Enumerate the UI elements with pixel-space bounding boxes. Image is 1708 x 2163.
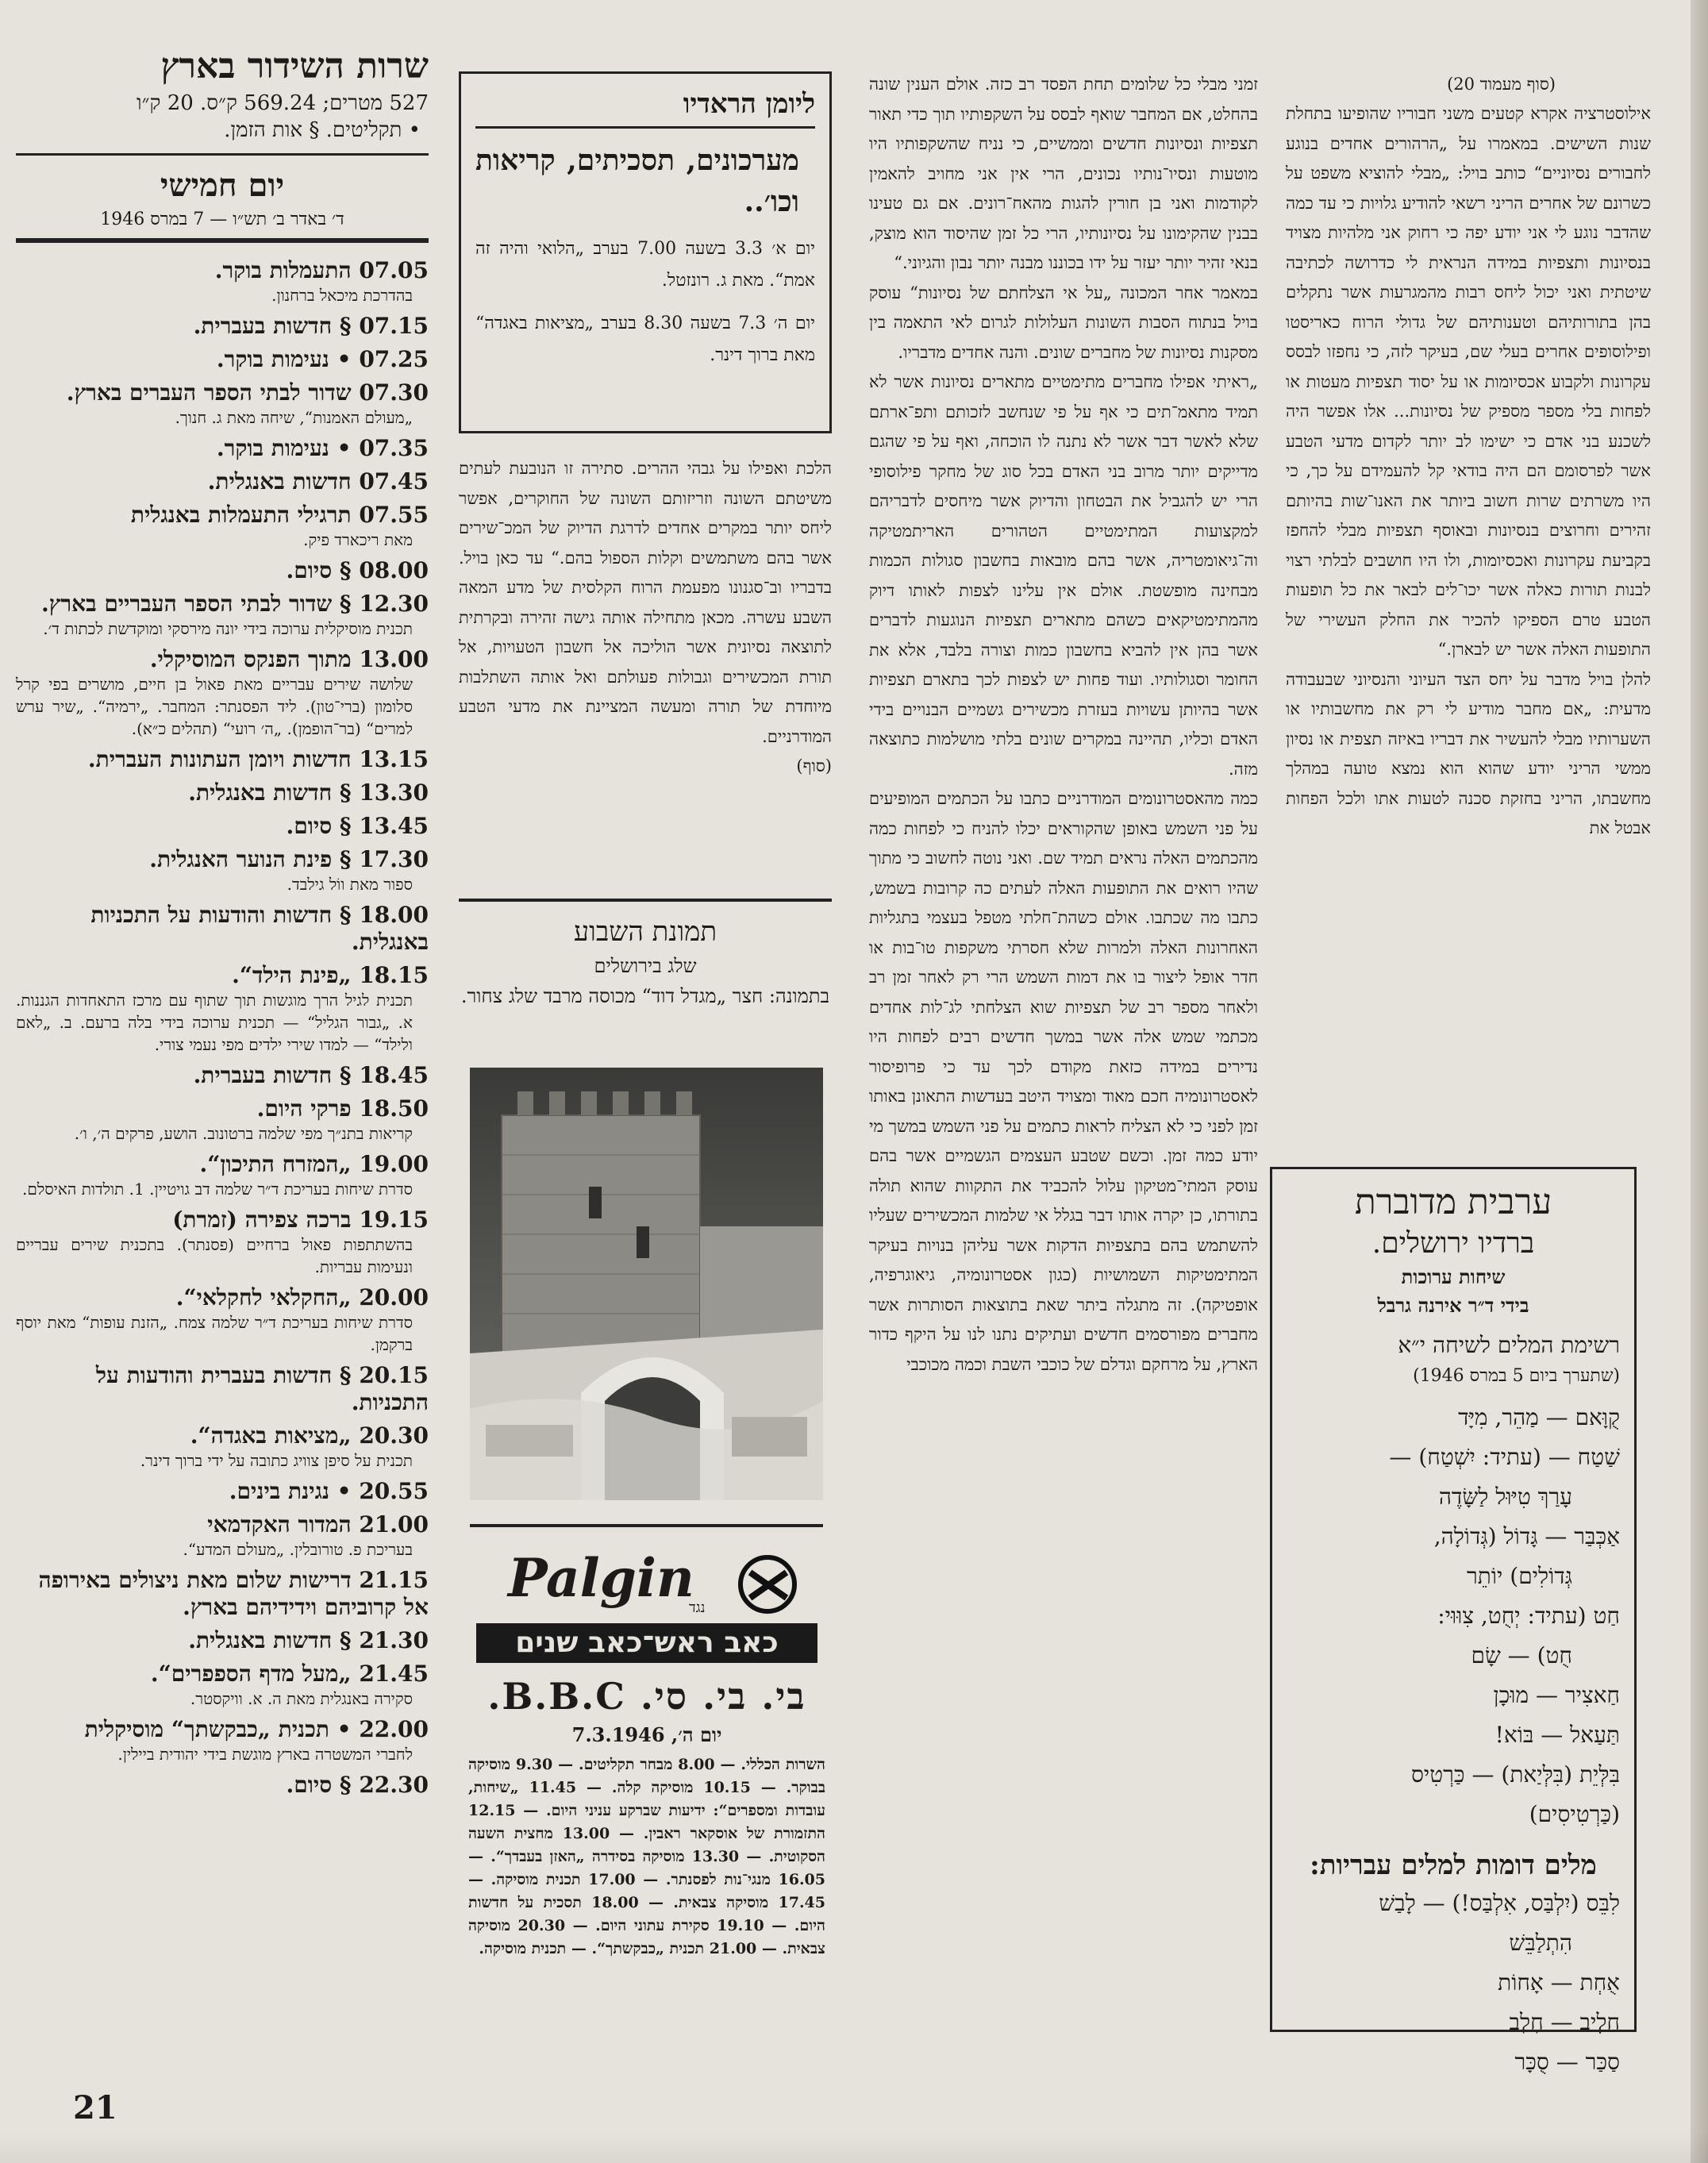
radio-diary-entry: יום א׳ 3.3 בשעה 7.00 בערב „הלואי והיה זה אמת“. מאת ג. רונזטל. — [475, 239, 815, 291]
schedule-item: 07.35 • נעימות בוקר. — [216, 435, 429, 461]
arabic-title: ערבית מדוברת — [1354, 1182, 1552, 1222]
article-paragraph: במאמר אחר המכונה „על אי הצלחתם של נסיונות“ עוסק בויל בנתוח הסבות השונות העלולות לגרום לאי התאמה בין מסקנות נסיונות של מחברים שונים. והנה אחדים מדבריו. — [869, 283, 1258, 362]
schedule-item: 21.15 דרישות שלום מאת ניצולים באירופה אל קרוביהם וידידיהם בארץ. — [38, 1567, 429, 1620]
vocabulary-word: קֻוָּאם — מַהֵר, מִיָּד — [1458, 1404, 1620, 1430]
photo-subtitle: שלג בירושלים — [594, 955, 697, 977]
schedule-item: 07.30 שדור לבתי הספר העברים בארץ. — [66, 379, 429, 406]
article-paragraph: „ראיתי אפילו מחברים מתימטיים מתארים נסיונות אשר לא תמיד מתאמ־תים כי אף על פי שנחשב לזכותם ותפ־ארתם שלא לאשר דבר אשר לא נתנה לו הוכחה, ואף על פי שהגם מדייקים יותר מרוב בני האדם בכל סוג של מחקר פילוסופי הרי יש להגביל את הבטחון והדיוק אשר מיחסים לדבריהם למקצועות המתימטיים הטהורים האריתמטיקה וה־גיאומטריה, אשר בהם מובאות בחשבון סגולות הכמות מבחינה מופשטת. אולם אין עלינו לצפות לאותו דיוק מהמתימטיקאים כשהם מתארים תצפיות הנוגעות לדברים אשר בהן אין להביא בחשבון כמות וצורה בלבד, אלא את החומר וסגולותיו. ועוד פחות יש לצפות לכך בתארם תצפיות אשר בהיותן עשויות בעזרת מכשירים גשמיים הבנויים בידי האדם וכליו, תהיינה במקרים שונים בלתי מושלמות כתוצאה מזה. — [869, 372, 1258, 779]
schedule-item: 18.15 „פינת הילד“. — [232, 962, 429, 988]
similar-word: חַלִיב — חָלָב — [1509, 2009, 1620, 2035]
schedule-legend: • תקליטים. § אות הזמן. — [224, 118, 421, 142]
article-column-2 — [869, 70, 1258, 2102]
schedule-item-detail: ספור מאת ווֹל גילבד. — [287, 875, 413, 894]
schedule-item-detail: קריאות בתנ״ך מפי שלמה ברטונוב. הושע, פרקים ה׳, ו׳. — [74, 1124, 413, 1143]
schedule-item: 13.45 § סיום. — [286, 813, 429, 839]
schedule-item: 20.00 „החקלאי לחקלאי“. — [175, 1284, 429, 1311]
radio-diary-subtitle: מערכונים, תסכיתים, קריאות וכו׳.. — [475, 144, 799, 218]
schedule-item-detail: סדרת שיחות בעריכת ד״ר שלמה צמח. „הזנת עופות“ מאת יוסף ברקמן. — [16, 1313, 413, 1354]
schedule-item: 07.45 חדשות באנגלית. — [207, 468, 429, 495]
bbc-schedule — [468, 1671, 825, 2115]
article-paragraph: כמה מהאסטרונומים המודרניים כתבו על הכתמים המופיעים על פני השמש באופן שהקוראים יכלו להניח כי לפחות כמה מהכתמים האלה נראים תמיד שם. ואני נוטה לחשוב כי מתוך שהיו רואים את התופעות האלה לעתים כה קרובות בשמש, כתבו מה שכתבו. אולם כשהת־חלתי מטפל בעצמי בתגליות האחרונות האלה ולמרות שלא חסרתי משקפות טו־בות או חדר אופל ליצור בו את דמות השמש הרי רק לאחר זמן רב ולאחר מספר רב של תצפיות שוא הצלחתי לג־לות אחדים מכתמי שמש אלה אשר במשך חדשים רבים לפחות היו נדירים במידה כזאת מקודם לכך עד כי פרופיסור לאסטרונומיה חכם מאוד ומצויד היטב בעדשות התאונן באותו זמן לפני כי לא הצליח לראות כתמים על פני השמש במשך מי יודע כמה זמן. וכשם שטבע העצמים הגשמיים אשר בהם עוסק המתי־מטיקון עלול להכביד את התקוות שהוא תולה בתורתו, כן יקרה אותו דבר בגלל אי שלמות המכשירים שעליו להשתמש בהם בתצפיות הדקות אשר עליהן בנויות בעיקר המתימטיקות השמושיות (כגון אסטרונומיה, גיאוגרפיה, אופטיקה). זה מתגלה ביתר שאת בתוצאות הסותרות אשר מחברים מפורסמים חדשים ועתיקים נתנו לנו על היקף כדור הארץ, על מרחקם וגדלם של כוכבי השבת וכמה מכוכבי — [869, 789, 1258, 1374]
schedule-item: 07.15 § חדשות בעברית. — [193, 313, 429, 339]
photo-title: תמונת השבוע — [573, 916, 717, 948]
radio-diary-header: ליומן הראדיו — [475, 88, 815, 129]
divider — [459, 899, 832, 902]
schedule-item: 07.55 תרגילי התעמלות באנגלית — [130, 502, 429, 528]
word-list-note: (שתערך ביום 5 במרס 1946) — [1413, 1366, 1620, 1386]
schedule-date: ד׳ באדר ב׳ תש״ו — 7 במרס 1946 — [100, 210, 344, 229]
page-binding-shadow — [1691, 0, 1708, 2163]
schedule-item: 07.25 • נעימות בוקר. — [216, 346, 429, 372]
schedule-item-detail: תכנית לגיל הרך מוגשות תוך שתוף עם מרכז התאחדות הגננות. א. „גבור הגליל“ — תכנית ערוכה בידי בלה ברעם. ב. „לאם ולילד“ — למדו שירי ילדים מפי נעמי צורי. — [16, 991, 413, 1054]
schedule-frequency: 527 מטרים; 569.24 ק״ס. 20 ק״ו — [136, 91, 429, 115]
schedule-item: 20.55 • נגינת בינים. — [229, 1478, 429, 1504]
divider — [16, 238, 429, 243]
similar-word: סַכַּר — סֻכָּר — [1514, 2049, 1620, 2075]
article-column-1 — [1286, 70, 1651, 1165]
bbc-body: השרות הכללי. — 8.00 מבחר תקליטים. — 9.30 מוסיקה בבוקר. — 10.15 מוסיקה קלה. — 11.45 „שיחות, עובדות ומספרים“: ידיעות שברקע עניני היום. — 12.15 התזמורת של אוסקאר ראבין. — 13.00 מחצית השעה הסקוטית. — 13.30 מוסיקה בסידרה „האזן בעבדך“. — 16.05 מנגי־נות לפסנתר. — 17.00 תכנית מוסיקה. — 17.45 מוסיקה צבאית. — 18.00 תסכית על חדשות היום. — 19.10 סקירת עתוני היום. — 20.30 מוסיקה צבאית. — 21.00 תכנית „כבקשתך“. — תכנית מוסיקה. — [468, 1756, 825, 1957]
vocabulary-word: גְּדוֹלִים) יוֹתֵר — [1467, 1563, 1572, 1589]
vocabulary-word: שַׁטַח — (עתיד: יִשְׁטַח) — — [1389, 1444, 1620, 1470]
schedule-item: 19.15 ברכה צפירה (זמרת) — [172, 1207, 429, 1233]
divider — [16, 153, 429, 156]
schedule-item: 12.30 § שדור לבתי הספר העבריים בארץ. — [41, 591, 429, 617]
article-end-mark: (סוף) — [796, 756, 832, 776]
schedule-item: 20.30 „מציאות באגדה“. — [190, 1422, 429, 1449]
similar-word: אֻחְת — אָחוֹת — [1498, 1969, 1620, 1996]
arabic-author: בידי ד״ר אירנה גרבל — [1377, 1294, 1529, 1317]
page-bottom-shade — [0, 2131, 1708, 2163]
vocabulary-word: חֻט) — שָׂם — [1471, 1642, 1572, 1668]
arabic-subtitle: ברדיו ירושלים. — [1371, 1227, 1535, 1260]
vocabulary-word: חַאצִיר — מוּכָן — [1493, 1682, 1620, 1708]
vocabulary-word: (כַּרְטִיסִים) — [1529, 1801, 1620, 1827]
palgin-brand: Palgin — [508, 1547, 694, 1609]
schedule-item: 21.45 „מעל מדף הספפרים“. — [150, 1661, 429, 1687]
article-column-3 — [459, 454, 832, 883]
schedule-item: 13.15 חדשות ויומן העתונות העברית. — [87, 746, 429, 772]
photo-of-week-caption — [459, 913, 832, 1011]
radio-diary-entry: יום ה׳ 7.3 בשעה 8.30 בערב „מציאות באגדה“ מאת ברוך דינר. — [475, 314, 815, 365]
palgin-advertisement — [476, 1544, 817, 1675]
schedule-item: 22.30 § סיום. — [286, 1772, 429, 1798]
schedule-item: 18.50 פרקי היום. — [256, 1095, 429, 1122]
schedule-item: 07.05 התעמלות בוקר. — [214, 257, 429, 283]
schedule-item: 18.45 § חדשות בעברית. — [193, 1062, 429, 1088]
vocabulary-word: בִּלְּיֵת (בִּלְּיַאת) — כַּרְטִיס — [1411, 1761, 1620, 1788]
bbc-title: בי. בי. סי. B.B.C. — [487, 1675, 806, 1718]
word-list-title: רשימת המלים לשיחה י״א — [1398, 1332, 1620, 1358]
similar-words-title: מלים דומות למלים עבריות: — [1310, 1849, 1597, 1881]
schedule-item: 22.00 • תכנית „כבקשתך“ מוסיקלית — [84, 1716, 429, 1742]
snow-jerusalem-photo — [470, 1068, 823, 1500]
arabic-series: שיחות ערוכות — [1401, 1265, 1506, 1288]
similar-word-list — [1287, 1884, 1620, 2082]
palgin-slogan: כאב ראש־כאב שנים — [476, 1623, 817, 1663]
article-paragraph: זמני מבלי כל שלומים תחת הפסד רב כזה. אולם הענין שונה בהחלט, אם המחבר שואף לבסס על השקפותיו תוך כדי תאור תצפיות ונסיונות חדשים וממשיים, כי נניח שהשקפותיו היו מוטעות ונסיו־נותיו נכונים, הרי אין אני מחויב להאמין לקודמות ואני בן חורין להגות מהאח־רונים. אם גם טעינו בבנין שהקימונו על נסיונותיו, הרי כל זמן שהיסוד הוא מוצק, בנאי זהיר יותר יעזר על ידו בכוננו מבנה יותר נבון והגיוני.“ — [869, 75, 1258, 272]
broadcast-schedule — [16, 44, 429, 2107]
schedule-item: 18.00 § חדשות והודעות על התכניות באנגלית. — [90, 902, 429, 955]
vocabulary-word: חַט (עתיד: יְחֻט, צִוּוּי: — [1437, 1603, 1620, 1629]
similar-word: לִבֵּס (יִלְבַּס, אִלְבַּס!) — לָבַשׁ — [1379, 1890, 1620, 1916]
word-list — [1287, 1398, 1620, 1834]
article-paragraph: להלן בויל מדבר על יחס הצד העיוני והנסיוני שבעבודה מדעית: „אם מחבר מודיע לי רק את מחשבותיו או השערותיו מבלי להעשיר את דבריו באיזה תצפית או נסיון ממשי הריני יודע שהוא הוא נמצא טועה במהלך מחשבתו, הריני בחזקת סכנה לטעות אתו ולכל הפחות אבטל את — [1286, 669, 1651, 837]
schedule-item: 21.30 § חדשות באנגלית. — [188, 1627, 429, 1653]
divider — [470, 1524, 823, 1527]
schedule-item: 13.00 מתוך הפנקס המוסיקלי. — [149, 646, 429, 672]
article-paragraph: הלכת ואפילו על גבהי ההרים. סתירה זו הנובעת לעתים משיטתם השונה וזריזותם השונה של החוקרים, אפשר ליחס יותר במקרים אחדים לדרגת הדיוק של המכ־שירים אשר בהם משתמשים וקלות הספול בהם.“ עד כאן בויל. בדבריו וב־סגנונו מפעמת הרוח הקלסית של מדע המאה השבע עשרה. מכאן מתחילה אותה גישה זהירה ובקרתית לתוצאה נסיונית אשר הוליכה אל חשבון הטעויות, אל תורת המכשירים וגבולות פעולתם ואל אותה השתלבות מיוחדת של תורה ומעשה המציינת את מדעי הטבע המודרניים. — [459, 459, 832, 746]
schedule-item-detail: מאת ריכארד פיק. — [303, 530, 413, 549]
schedule-item: 13.30 § חדשות באנגלית. — [188, 779, 429, 806]
page-number: 21 — [73, 2089, 117, 2126]
similar-word: הִתְלַבֵּשׁ — [1509, 1930, 1572, 1956]
vocabulary-word: אַכְּבַּר — גָּדוֹל (גְּדוֹלָה, — [1433, 1523, 1620, 1549]
schedule-item: 21.00 המדור האקדמאי — [207, 1511, 429, 1538]
schedule-item: 17.30 § פינת הנוער האנגלית. — [149, 846, 429, 872]
schedule-item: 20.15 § חדשות בעברית והודעות על התכניות. — [95, 1362, 429, 1415]
schedule-item-detail: שלושה שירים עבריים מאת פאול בן חיים, מושרים בפי קרל סלומון (ברי־טון). ליד הפסנתר: המחבר. „ירמיה“. „שיר ערש למרים“ (בר־הופמן). „ה׳ רועי“ (תהלים כ״א). — [16, 675, 413, 738]
vocabulary-word: תַּעַאל — בּוֹא! — [1494, 1722, 1620, 1748]
schedule-item-detail: „מעולם האמנות“, שיחה מאת ג. חנוך. — [175, 408, 413, 427]
schedule-item-detail: תכנית מוסיקלית ערוכה בידי יונה מירסקי ומוקדשת לכתות ד׳. — [43, 619, 413, 638]
schedule-item-detail: בעריכת פ. טורובלין. „מעולם המדע“. — [183, 1540, 413, 1559]
schedule-item-detail: בהדרכת מיכאל ברחנון. — [271, 286, 413, 305]
schedule-title: שרות השידור בארץ — [160, 46, 429, 87]
article-paragraph: אילוסטרציה אקרא קטעים משני חבוריו שהופיעו בתחלת שנות השישים. במאמרו על „הרהורים אחדים בנוגע לחבורים נסיוניים“ כותב בויל: „מבלי להוציא משפט על כשרונם של אחרים הריני רשאי להודיע גלויות כי עד כמה שהדבר נוגע לי אני יודע יפה כי רחוק אני מלהיות מצויד בנסיונות ותצפיות במידה הנראית לי כדרושה לכתיבה שיטתית ואני יכול ליחס רבות מהמגרעות אשר נתקלים בהן בתורותיהם וטענותיהם של גדולי הרוח כאריסטו ופילוסופים אחרים בעלי שם, בעיקר לזה, כי נחפזו לבסס עקרונות ולקבוע אכסיומות או על יסוד תצפיות מעטות או לפחות בלי מספר מספיק של נסיונות... אלו אפשר היה לשכנע בני אדם כי ישימו לב יותר לקדום מדעי הטבע אשר לפרסומם הם היה בודאי קל להעמידם על כך, כי היו משרתים שרות חשוב ביותר את האנו־שות בהיותם זהירים וחרוצים בנסיונות ובאוסף תצפיות מבלי להחפז בקביעת עקרונות ואכסיומות, ולו היו חושבים לבלתי רצוי לבנות תורות כאלה אשר יכו־לים לבאר את כל תופעות הטבע טרם הספיקו להכיר את החלק העשירי של התופעות האלה אשר יש לבארן.“ — [1286, 104, 1651, 659]
schedule-item: 19.00 „המזרח התיכון“. — [199, 1151, 429, 1177]
schedule-item: 08.00 § סיום. — [286, 557, 429, 583]
bbc-date: יום ה׳, 7.3.1946 — [571, 1723, 722, 1746]
schedule-item-detail: סקירה באנגלית מאת ה. א. וויקסטר. — [190, 1689, 413, 1708]
schedule-item-detail: בהשתתפות פאול ברחיים (פסנתר). בתכנית שירים עבריים ונעימות עבריות. — [16, 1235, 413, 1276]
spoken-arabic-box — [1270, 1167, 1637, 2075]
vocabulary-word: עָרַךְ טִיּוּל לַשָּׂדֶה — [1438, 1484, 1572, 1510]
schedule-item-detail: תכנית על סיפן צוויג כתובה על ידי ברוך דינר. — [140, 1451, 413, 1470]
schedule-item-detail: סדרת שיחות בעריכת ד״ר שלמה דב גויטיין. 1. תולדות האיסלם. — [22, 1180, 413, 1199]
schedule-item-detail: לחברי המשטרה בארץ מוגשת בידי יהודית ביילין. — [117, 1745, 413, 1764]
photo-caption: בתמונה: חצר „מגדל דוד“ מכוסה מרבד שלג צחור. — [460, 985, 830, 1007]
radio-diary-box — [459, 71, 832, 433]
continued-note: (סוף מעמוד 20) — [1447, 75, 1556, 94]
palgin-small-text: נגד — [689, 1599, 706, 1616]
zori-logo-icon — [738, 1555, 797, 1614]
schedule-day: יום חמישי — [160, 167, 285, 204]
schedule-list — [16, 257, 429, 1799]
